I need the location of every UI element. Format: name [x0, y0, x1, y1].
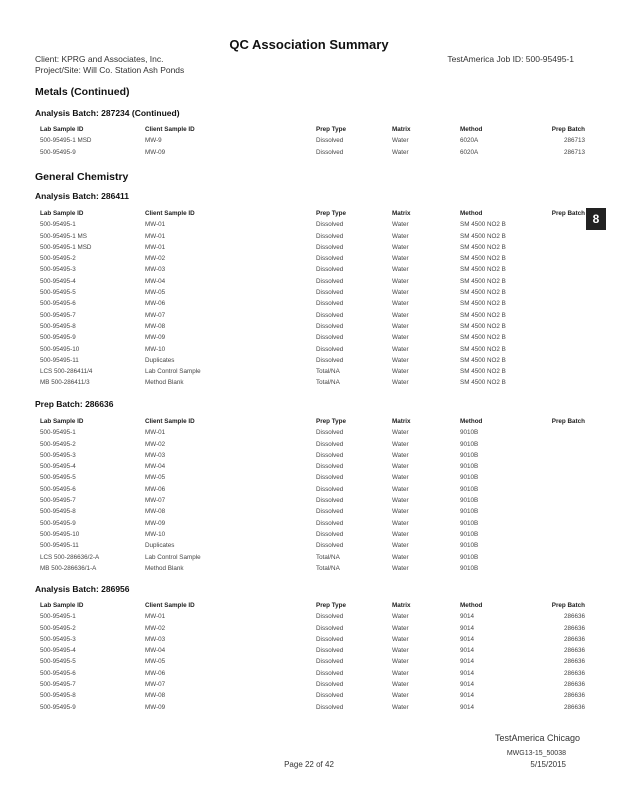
cell-matrix: Water: [392, 345, 409, 353]
table-row: [40, 298, 585, 309]
batch-heading: Analysis Batch: 286956: [35, 584, 130, 594]
cell-matrix: Water: [392, 368, 409, 376]
column-header-prep-type: Prep Type: [316, 126, 346, 133]
cell-prep-batch: 286636: [563, 658, 585, 666]
cell-method: 9014: [460, 635, 475, 643]
cell-prep-batch: 286636: [563, 647, 585, 655]
table-header-row: [40, 208, 585, 219]
cell-matrix: Water: [392, 530, 409, 538]
cell-prep-type: Dissolved: [316, 148, 344, 156]
cell-matrix: Water: [392, 497, 409, 505]
cell-client-sample-id: MW-04: [145, 647, 166, 655]
cell-prep-type: Dissolved: [316, 289, 344, 297]
batch-heading: Analysis Batch: 287234 (Continued): [35, 108, 180, 118]
cell-client-sample-id: MW-07: [145, 311, 166, 319]
cell-method: 9010B: [460, 440, 479, 448]
table-row: [40, 563, 585, 574]
table-row: [40, 495, 585, 506]
column-header-client-sample-id: Client Sample ID: [145, 210, 195, 217]
footer-code: MWG13-15_50038: [506, 750, 566, 757]
cell-method: SM 4500 NO2 B: [460, 334, 506, 342]
cell-matrix: Water: [392, 669, 409, 677]
cell-lab-sample-id: 500-95495-1: [40, 429, 76, 437]
column-header-method: Method: [460, 602, 483, 609]
cell-method: 6020A: [460, 148, 479, 156]
cell-lab-sample-id: 500-95495-4: [40, 647, 76, 655]
cell-matrix: Water: [392, 508, 409, 516]
cell-prep-type: Dissolved: [316, 345, 344, 353]
cell-prep-type: Dissolved: [316, 485, 344, 493]
cell-prep-type: Dissolved: [316, 440, 344, 448]
column-header-lab-sample-id: Lab Sample ID: [40, 418, 84, 425]
table-row: [40, 668, 585, 679]
cell-method: 9010B: [460, 429, 479, 437]
cell-lab-sample-id: 500-95495-1 MSD: [40, 243, 92, 251]
cell-lab-sample-id: 500-95495-7: [40, 497, 76, 505]
cell-method: 9010B: [460, 530, 479, 538]
table-row: [40, 611, 585, 622]
cell-lab-sample-id: 500-95495-1: [40, 221, 76, 229]
cell-matrix: Water: [392, 137, 409, 145]
cell-lab-sample-id: 500-95495-6: [40, 669, 76, 677]
cell-prep-batch: 286636: [563, 635, 585, 643]
cell-prep-type: Dissolved: [316, 658, 344, 666]
cell-lab-sample-id: 500-95495-7: [40, 681, 76, 689]
cell-client-sample-id: MW-9: [145, 137, 162, 145]
cell-matrix: Water: [392, 243, 409, 251]
table-row: [40, 450, 585, 461]
cell-client-sample-id: MW-01: [145, 613, 166, 621]
footer-date: 5/15/2015: [530, 760, 566, 769]
cell-prep-batch: 286636: [563, 613, 585, 621]
cell-matrix: Water: [392, 300, 409, 308]
cell-prep-batch: 286713: [563, 137, 585, 145]
cell-client-sample-id: MW-01: [145, 221, 166, 229]
cell-matrix: Water: [392, 311, 409, 319]
cell-lab-sample-id: 500-95495-11: [40, 356, 79, 364]
cell-prep-batch: 286636: [563, 692, 585, 700]
cell-method: 9010B: [460, 553, 479, 561]
cell-prep-type: Dissolved: [316, 266, 344, 274]
cell-prep-type: Dissolved: [316, 356, 344, 364]
section-heading-metals: Metals (Continued): [35, 86, 130, 98]
cell-client-sample-id: MW-10: [145, 345, 166, 353]
cell-lab-sample-id: 500-95495-4: [40, 277, 76, 285]
table-row: [40, 231, 585, 242]
cell-matrix: Water: [392, 474, 409, 482]
cell-lab-sample-id: 500-95495-8: [40, 508, 76, 516]
table-header-row: [40, 416, 585, 427]
cell-method: 6020A: [460, 137, 479, 145]
cell-client-sample-id: MW-09: [145, 519, 166, 527]
cell-client-sample-id: Duplicates: [145, 356, 175, 364]
cell-method: 9014: [460, 692, 475, 700]
cell-lab-sample-id: 500-95495-2: [40, 440, 76, 448]
cell-client-sample-id: MW-04: [145, 277, 166, 285]
cell-lab-sample-id: LCS 500-286636/2-A: [40, 553, 100, 561]
table-row: [40, 690, 585, 701]
cell-prep-type: Dissolved: [316, 681, 344, 689]
cell-matrix: Water: [392, 322, 409, 330]
cell-method: SM 4500 NO2 B: [460, 255, 506, 263]
cell-client-sample-id: MW-02: [145, 624, 166, 632]
cell-client-sample-id: MW-01: [145, 243, 166, 251]
cell-prep-type: Dissolved: [316, 311, 344, 319]
cell-client-sample-id: MW-08: [145, 692, 166, 700]
cell-prep-type: Dissolved: [316, 635, 344, 643]
cell-matrix: Water: [392, 334, 409, 342]
table-row: [40, 147, 585, 158]
cell-method: 9010B: [460, 564, 479, 572]
cell-client-sample-id: MW-07: [145, 681, 166, 689]
cell-prep-type: Dissolved: [316, 542, 344, 550]
column-header-client-sample-id: Client Sample ID: [145, 602, 195, 609]
cell-method: SM 4500 NO2 B: [460, 379, 506, 387]
cell-lab-sample-id: 500-95495-2: [40, 255, 76, 263]
cell-lab-sample-id: 500-95495-9: [40, 148, 76, 156]
cell-method: 9014: [460, 613, 475, 621]
cell-client-sample-id: Duplicates: [145, 542, 175, 550]
cell-client-sample-id: Lab Control Sample: [145, 368, 201, 376]
table-row: [40, 321, 585, 332]
footer-company: TestAmerica Chicago: [494, 733, 580, 743]
cell-matrix: Water: [392, 624, 409, 632]
table-row: [40, 332, 585, 343]
table-row: [40, 355, 585, 366]
cell-client-sample-id: MW-05: [145, 289, 166, 297]
cell-matrix: Water: [392, 277, 409, 285]
batch-table: [40, 600, 585, 713]
cell-matrix: Water: [392, 703, 409, 711]
cell-prep-type: Dissolved: [316, 530, 344, 538]
cell-prep-type: Dissolved: [316, 463, 344, 471]
column-header-lab-sample-id: Lab Sample ID: [40, 602, 84, 609]
cell-lab-sample-id: 500-95495-8: [40, 322, 76, 330]
cell-client-sample-id: MW-01: [145, 232, 166, 240]
column-header-prep-type: Prep Type: [316, 210, 346, 217]
cell-client-sample-id: MW-03: [145, 635, 166, 643]
batch-table: [40, 208, 585, 389]
cell-prep-batch: 286636: [563, 681, 585, 689]
cell-method: SM 4500 NO2 B: [460, 300, 506, 308]
table-row: [40, 264, 585, 275]
cell-matrix: Water: [392, 221, 409, 229]
table-row: [40, 310, 585, 321]
column-header-prep-type: Prep Type: [316, 602, 346, 609]
cell-client-sample-id: MW-02: [145, 440, 166, 448]
cell-lab-sample-id: 500-95495-8: [40, 692, 76, 700]
cell-prep-type: Dissolved: [316, 647, 344, 655]
cell-lab-sample-id: 500-95495-10: [40, 530, 80, 538]
cell-method: 9010B: [460, 542, 479, 550]
cell-lab-sample-id: 500-95495-9: [40, 334, 76, 342]
cell-prep-type: Dissolved: [316, 243, 344, 251]
cell-prep-type: Dissolved: [316, 508, 344, 516]
table-row: [40, 702, 585, 713]
batch-heading: Prep Batch: 286636: [35, 399, 114, 409]
table-header-row: [40, 600, 585, 611]
cell-lab-sample-id: 500-95495-2: [40, 624, 76, 632]
cell-client-sample-id: MW-05: [145, 658, 166, 666]
cell-client-sample-id: MW-02: [145, 255, 166, 263]
cell-method: 9010B: [460, 508, 479, 516]
cell-matrix: Water: [392, 148, 409, 156]
cell-matrix: Water: [392, 553, 409, 561]
cell-prep-type: Dissolved: [316, 221, 344, 229]
cell-lab-sample-id: 500-95495-7: [40, 311, 76, 319]
cell-lab-sample-id: MB 500-286636/1-A: [40, 564, 97, 572]
cell-lab-sample-id: 500-95495-3: [40, 635, 76, 643]
table-row: [40, 656, 585, 667]
column-header-prep-batch: Prep Batch: [551, 210, 585, 217]
cell-method: SM 4500 NO2 B: [460, 322, 506, 330]
cell-prep-batch: 286636: [563, 703, 585, 711]
cell-client-sample-id: MW-08: [145, 508, 166, 516]
column-header-lab-sample-id: Lab Sample ID: [40, 210, 84, 217]
cell-method: SM 4500 NO2 B: [460, 311, 506, 319]
cell-client-sample-id: MW-10: [145, 530, 166, 538]
cell-prep-type: Dissolved: [316, 692, 344, 700]
cell-prep-type: Dissolved: [316, 451, 344, 459]
table-row: [40, 427, 585, 438]
cell-lab-sample-id: LCS 500-286411/4: [40, 368, 93, 376]
table-row: [40, 439, 585, 450]
table-row: [40, 518, 585, 529]
table-row: [40, 377, 585, 388]
cell-lab-sample-id: MB 500-286411/3: [40, 379, 90, 387]
cell-lab-sample-id: 500-95495-3: [40, 266, 76, 274]
batch-table: [40, 416, 585, 574]
table-row: [40, 484, 585, 495]
cell-lab-sample-id: 500-95495-5: [40, 289, 76, 297]
cell-matrix: Water: [392, 658, 409, 666]
table-row: [40, 287, 585, 298]
cell-client-sample-id: MW-06: [145, 669, 166, 677]
cell-prep-batch: 286636: [563, 624, 585, 632]
cell-client-sample-id: MW-09: [145, 148, 166, 156]
cell-method: 9014: [460, 681, 475, 689]
cell-lab-sample-id: 500-95495-1 MS: [40, 232, 87, 240]
column-header-prep-batch: Prep Batch: [551, 418, 585, 425]
batch-heading: Analysis Batch: 286411: [35, 191, 130, 201]
column-header-method: Method: [460, 126, 483, 133]
cell-client-sample-id: MW-09: [145, 334, 166, 342]
cell-lab-sample-id: 500-95495-9: [40, 519, 76, 527]
column-header-matrix: Matrix: [392, 210, 411, 217]
cell-client-sample-id: MW-09: [145, 703, 166, 711]
column-header-client-sample-id: Client Sample ID: [145, 418, 195, 425]
table-row: [40, 242, 585, 253]
cell-prep-type: Total/NA: [316, 564, 340, 572]
table-row: [40, 135, 585, 146]
cell-prep-type: Dissolved: [316, 232, 344, 240]
cell-lab-sample-id: 500-95495-5: [40, 474, 76, 482]
column-header-method: Method: [460, 210, 483, 217]
table-row: [40, 472, 585, 483]
cell-client-sample-id: Lab Control Sample: [145, 553, 201, 561]
cell-client-sample-id: MW-07: [145, 497, 166, 505]
cell-prep-type: Dissolved: [316, 474, 344, 482]
cell-matrix: Water: [392, 485, 409, 493]
column-header-matrix: Matrix: [392, 126, 411, 133]
cell-method: 9014: [460, 658, 475, 666]
cell-client-sample-id: MW-05: [145, 474, 166, 482]
cell-prep-type: Total/NA: [316, 368, 340, 376]
cell-prep-type: Dissolved: [316, 334, 344, 342]
cell-prep-batch: 286713: [563, 148, 585, 156]
cell-client-sample-id: MW-04: [145, 463, 166, 471]
cell-prep-type: Dissolved: [316, 255, 344, 263]
cell-matrix: Water: [392, 647, 409, 655]
cell-matrix: Water: [392, 542, 409, 550]
cell-matrix: Water: [392, 564, 409, 572]
table-header-row: [40, 124, 585, 135]
table-row: [40, 366, 585, 377]
cell-matrix: Water: [392, 692, 409, 700]
cell-method: 9014: [460, 669, 475, 677]
column-header-method: Method: [460, 418, 483, 425]
cell-client-sample-id: MW-03: [145, 266, 166, 274]
cell-lab-sample-id: 500-95495-3: [40, 451, 76, 459]
cell-prep-type: Dissolved: [316, 519, 344, 527]
cell-method: 9010B: [460, 485, 479, 493]
cell-prep-type: Dissolved: [316, 277, 344, 285]
table-row: [40, 529, 585, 540]
cell-method: 9014: [460, 624, 475, 632]
cell-matrix: Water: [392, 356, 409, 364]
cell-method: 9010B: [460, 474, 479, 482]
table-row: [40, 276, 585, 287]
cell-method: 9014: [460, 647, 475, 655]
cell-method: SM 4500 NO2 B: [460, 368, 506, 376]
cell-matrix: Water: [392, 232, 409, 240]
section-tab: 8: [586, 208, 606, 230]
batch-table: [40, 124, 585, 158]
table-row: [40, 552, 585, 563]
cell-prep-type: Total/NA: [316, 379, 340, 387]
cell-matrix: Water: [392, 635, 409, 643]
project-line: Project/Site: Will Co. Station Ash Ponds: [35, 65, 185, 75]
cell-lab-sample-id: 500-95495-6: [40, 485, 76, 493]
cell-method: 9010B: [460, 497, 479, 505]
cell-prep-type: Dissolved: [316, 497, 344, 505]
cell-method: SM 4500 NO2 B: [460, 221, 506, 229]
column-header-matrix: Matrix: [392, 418, 411, 425]
cell-prep-type: Dissolved: [316, 703, 344, 711]
cell-method: SM 4500 NO2 B: [460, 345, 506, 353]
cell-method: SM 4500 NO2 B: [460, 232, 506, 240]
cell-method: SM 4500 NO2 B: [460, 266, 506, 274]
cell-method: 9010B: [460, 463, 479, 471]
table-row: [40, 253, 585, 264]
cell-method: 9014: [460, 703, 475, 711]
cell-matrix: Water: [392, 429, 409, 437]
cell-lab-sample-id: 500-95495-1 MSD: [40, 137, 92, 145]
cell-matrix: Water: [392, 289, 409, 297]
cell-matrix: Water: [392, 463, 409, 471]
table-row: [40, 540, 585, 551]
table-row: [40, 506, 585, 517]
page-title: QC Association Summary: [229, 37, 389, 52]
cell-matrix: Water: [392, 519, 409, 527]
table-row: [40, 634, 585, 645]
cell-lab-sample-id: 500-95495-4: [40, 463, 76, 471]
cell-matrix: Water: [392, 379, 409, 387]
cell-client-sample-id: Method Blank: [145, 379, 184, 387]
cell-method: SM 4500 NO2 B: [460, 277, 506, 285]
table-row: [40, 219, 585, 230]
cell-matrix: Water: [392, 440, 409, 448]
cell-method: SM 4500 NO2 B: [460, 289, 506, 297]
client-line: Client: KPRG and Associates, Inc.: [35, 54, 164, 64]
table-row: [40, 645, 585, 656]
cell-matrix: Water: [392, 266, 409, 274]
column-header-prep-type: Prep Type: [316, 418, 346, 425]
cell-client-sample-id: MW-08: [145, 322, 166, 330]
cell-prep-type: Dissolved: [316, 322, 344, 330]
cell-prep-type: Dissolved: [316, 300, 344, 308]
table-row: [40, 344, 585, 355]
cell-method: SM 4500 NO2 B: [460, 356, 506, 364]
footer-page: Page 22 of 42: [284, 760, 334, 769]
section-heading-general-chemistry: General Chemistry: [35, 171, 129, 183]
cell-matrix: Water: [392, 681, 409, 689]
cell-lab-sample-id: 500-95495-6: [40, 300, 76, 308]
cell-method: SM 4500 NO2 B: [460, 243, 506, 251]
job-id: TestAmerica Job ID: 500-95495-1: [447, 54, 574, 64]
cell-matrix: Water: [392, 255, 409, 263]
cell-method: 9010B: [460, 451, 479, 459]
cell-prep-batch: 286636: [563, 669, 585, 677]
cell-lab-sample-id: 500-95495-11: [40, 542, 79, 550]
cell-prep-type: Dissolved: [316, 137, 344, 145]
table-row: [40, 679, 585, 690]
column-header-lab-sample-id: Lab Sample ID: [40, 126, 84, 133]
cell-client-sample-id: MW-06: [145, 300, 166, 308]
cell-client-sample-id: MW-01: [145, 429, 166, 437]
column-header-prep-batch: Prep Batch: [551, 126, 585, 133]
cell-matrix: Water: [392, 613, 409, 621]
cell-lab-sample-id: 500-95495-5: [40, 658, 76, 666]
cell-lab-sample-id: 500-95495-1: [40, 613, 76, 621]
table-row: [40, 461, 585, 472]
cell-prep-type: Dissolved: [316, 669, 344, 677]
cell-matrix: Water: [392, 451, 409, 459]
cell-prep-type: Dissolved: [316, 429, 344, 437]
cell-client-sample-id: MW-06: [145, 485, 166, 493]
table-row: [40, 623, 585, 634]
cell-prep-type: Dissolved: [316, 624, 344, 632]
column-header-matrix: Matrix: [392, 602, 411, 609]
column-header-prep-batch: Prep Batch: [551, 602, 585, 609]
cell-prep-type: Dissolved: [316, 613, 344, 621]
cell-lab-sample-id: 500-95495-10: [40, 345, 80, 353]
cell-client-sample-id: MW-03: [145, 451, 166, 459]
cell-prep-type: Total/NA: [316, 553, 340, 561]
cell-method: 9010B: [460, 519, 479, 527]
cell-client-sample-id: Method Blank: [145, 564, 184, 572]
column-header-client-sample-id: Client Sample ID: [145, 126, 195, 133]
cell-lab-sample-id: 500-95495-9: [40, 703, 76, 711]
